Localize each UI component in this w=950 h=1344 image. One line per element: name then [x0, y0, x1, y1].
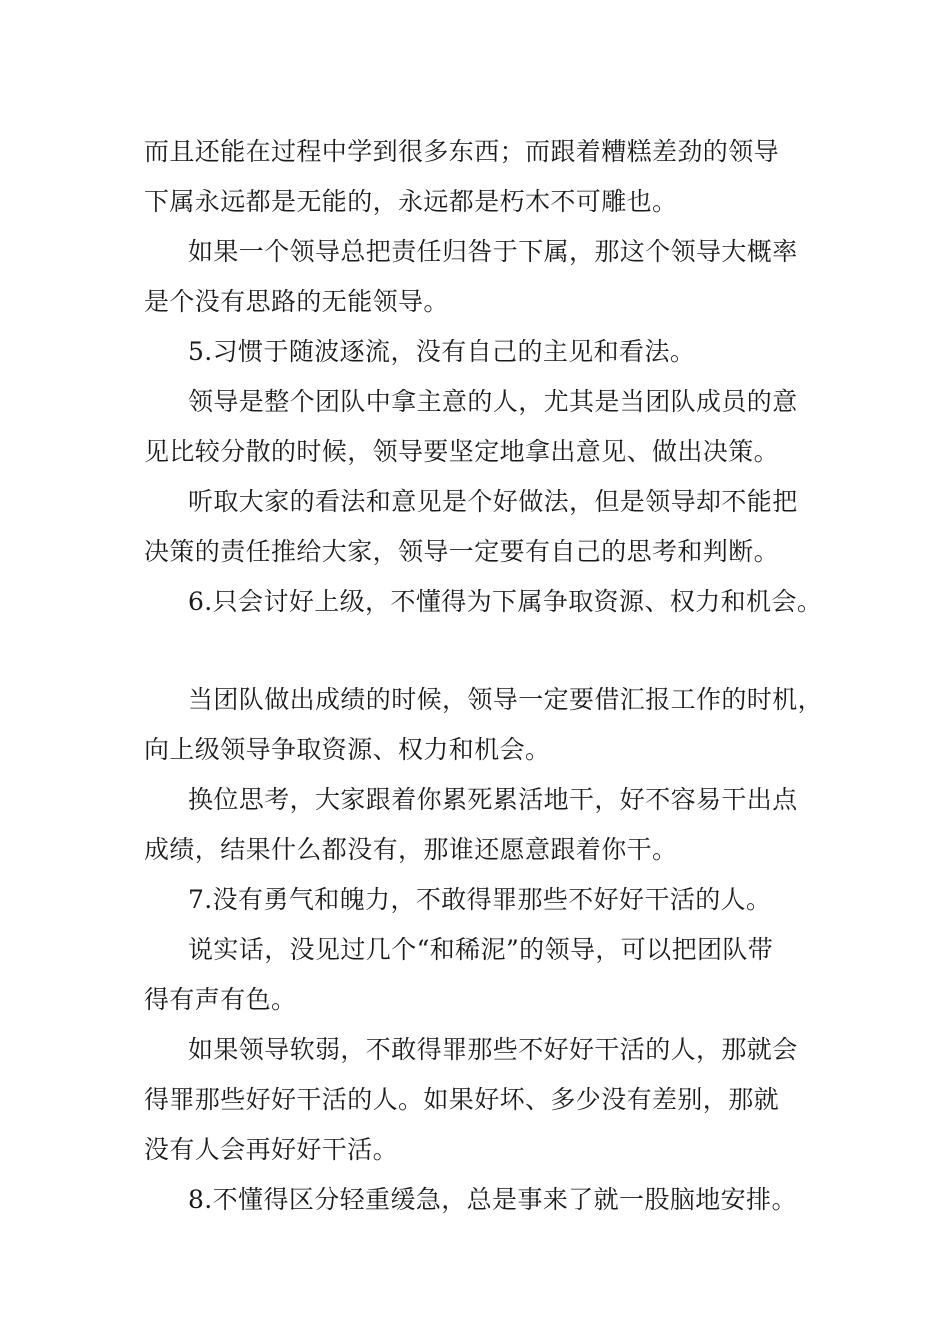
paragraph-line: 成绩，结果什么都没有，那谁还愿意跟着你干。 [144, 835, 678, 864]
paragraph-line: 换位思考，大家跟着你累死累活地干，好不容易干出点 [188, 785, 798, 814]
section-heading-5: 5.习惯于随波逐流，没有自己的主见和看法。 [188, 337, 696, 366]
paragraph-line: 领导是整个团队中拿主意的人，尤其是当团队成员的意 [188, 387, 798, 416]
section-heading-7: 7.没有勇气和魄力，不敢得罪那些不好好干活的人。 [188, 885, 772, 914]
paragraph-line: 而且还能在过程中学到很多东西；而跟着糟糕差劲的领导 [144, 137, 780, 166]
paragraph-line: 如果一个领导总把责任归咎于下属，那这个领导大概率 [188, 237, 798, 266]
paragraph-line: 听取大家的看法和意见是个好做法，但是领导却不能把 [188, 487, 798, 516]
paragraph-line: 没有人会再好好干活。 [144, 1135, 399, 1164]
paragraph-line: 决策的责任推给大家，领导一定要有自己的思考和判断。 [144, 537, 780, 566]
paragraph-line: 如果领导软弱，不敢得罪那些不好好干活的人，那就会 [188, 1035, 798, 1064]
paragraph-line: 是个没有思路的无能领导。 [144, 287, 449, 316]
paragraph-line: 说实话，没见过几个“和稀泥”的领导，可以把团队带 [188, 935, 774, 964]
section-heading-6: 6.只会讨好上级，不懂得为下属争取资源、权力和机会。 [188, 587, 823, 616]
paragraph-line: 得有声有色。 [144, 985, 297, 1014]
paragraph-line: 下属永远都是无能的，永远都是朽木不可雕也。 [144, 187, 678, 216]
paragraph-line: 得罪那些好好干活的人。如果好坏、多少没有差别，那就 [144, 1085, 780, 1114]
paragraph-line: 当团队做出成绩的时候，领导一定要借汇报工作的时机， [188, 685, 824, 714]
paragraph-line: 见比较分散的时候，领导要坚定地拿出意见、做出决策。 [144, 437, 780, 466]
section-heading-8: 8.不懂得区分轻重缓急，总是事来了就一股脑地安排。 [188, 1185, 797, 1214]
paragraph-line: 向上级领导争取资源、权力和机会。 [144, 735, 551, 764]
